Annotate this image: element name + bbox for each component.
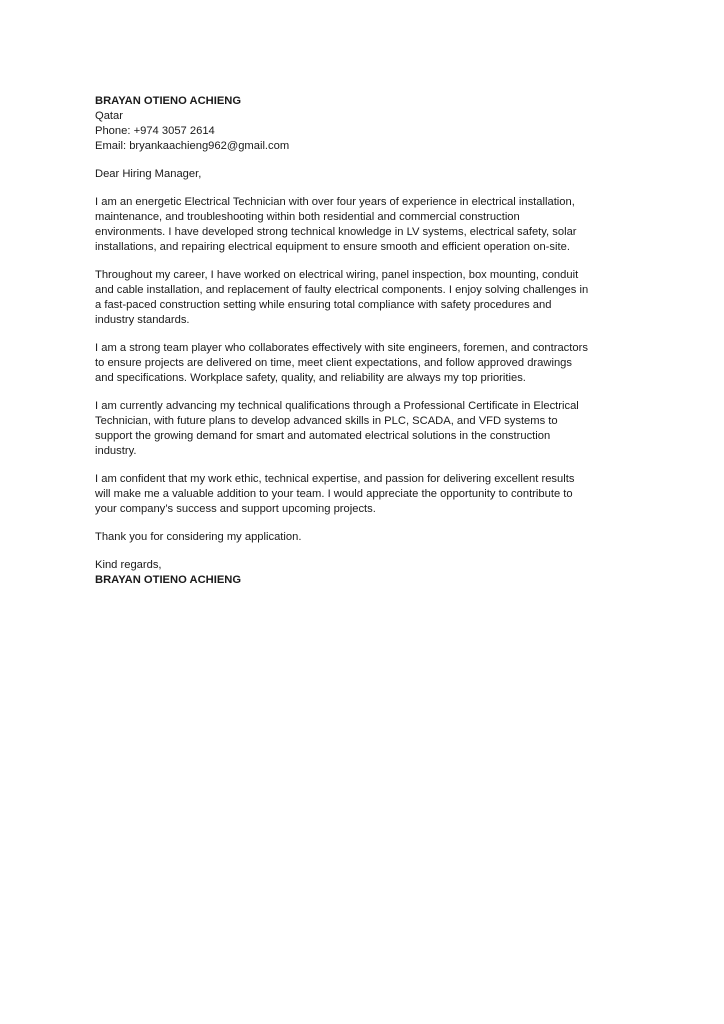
paragraph-line: support the growing demand for smart and automated electrical solutions in the construction: [95, 430, 551, 442]
signature-name: BRAYAN OTIENO ACHIENG: [95, 574, 242, 586]
paragraph-line: I am confident that my work ethic, technical expertise, and passion for delivering excellent results: [95, 473, 575, 485]
paragraph-line: environments. I have developed strong technical knowledge in LV systems, electrical safety, solar: [95, 226, 577, 238]
paragraph-3: [95, 341, 640, 386]
paragraph-line: will make me a valuable addition to your team. I would appreciate the opportunity to contribute to: [95, 488, 573, 500]
paragraph-line: a fast-paced construction setting while ensuring total compliance with safety procedures and: [95, 299, 552, 311]
paragraph-line: to ensure projects are delivered on time, meet client expectations, and follow approved drawings: [95, 357, 572, 369]
paragraph-line: Throughout my career, I have worked on electrical wiring, panel inspection, box mounting, conduit: [95, 269, 579, 281]
salutation: Dear Hiring Manager,: [95, 168, 202, 180]
cover-letter: [95, 94, 640, 588]
paragraph-line: Technician, with future plans to develop advanced skills in PLC, SCADA, and VFD systems to: [95, 415, 558, 427]
applicant-location: Qatar: [95, 110, 123, 122]
paragraph-line: and cable installation, and replacement of faulty electrical components. I enjoy solving challenges in: [95, 284, 589, 296]
paragraph-line: I am a strong team player who collaborates effectively with site engineers, foremen, and contractors: [95, 342, 588, 354]
paragraph-5: [95, 472, 640, 517]
paragraph-2: [95, 268, 640, 328]
paragraph-line: industry standards.: [95, 314, 190, 326]
paragraph-line: industry.: [95, 445, 137, 457]
paragraph-line: I am currently advancing my technical qualifications through a Professional Certificate in Electrical: [95, 400, 579, 412]
paragraph-line: maintenance, and troubleshooting within both residential and commercial construction: [95, 211, 520, 223]
paragraph-line: I am an energetic Electrical Technician with over four years of experience in electrical installation,: [95, 196, 575, 208]
paragraph-line: installations, and repairing electrical equipment to ensure smooth and efficient operation on-site.: [95, 241, 570, 253]
paragraph-line: your company’s success and support upcoming projects.: [95, 503, 376, 515]
paragraph-line: and specifications. Workplace safety, quality, and reliability are always my top priorities.: [95, 372, 526, 384]
applicant-phone: Phone: +974 3057 2614: [95, 125, 215, 137]
applicant-name: BRAYAN OTIENO ACHIENG: [95, 95, 242, 107]
closing: Kind regards,: [95, 559, 162, 571]
paragraph-1: [95, 195, 640, 255]
paragraph-4: [95, 399, 640, 459]
applicant-email: Email: bryankaachieng962@gmail.com: [95, 140, 290, 152]
thank-you-line: Thank you for considering my application.: [95, 531, 302, 543]
letter-header: [95, 94, 640, 154]
